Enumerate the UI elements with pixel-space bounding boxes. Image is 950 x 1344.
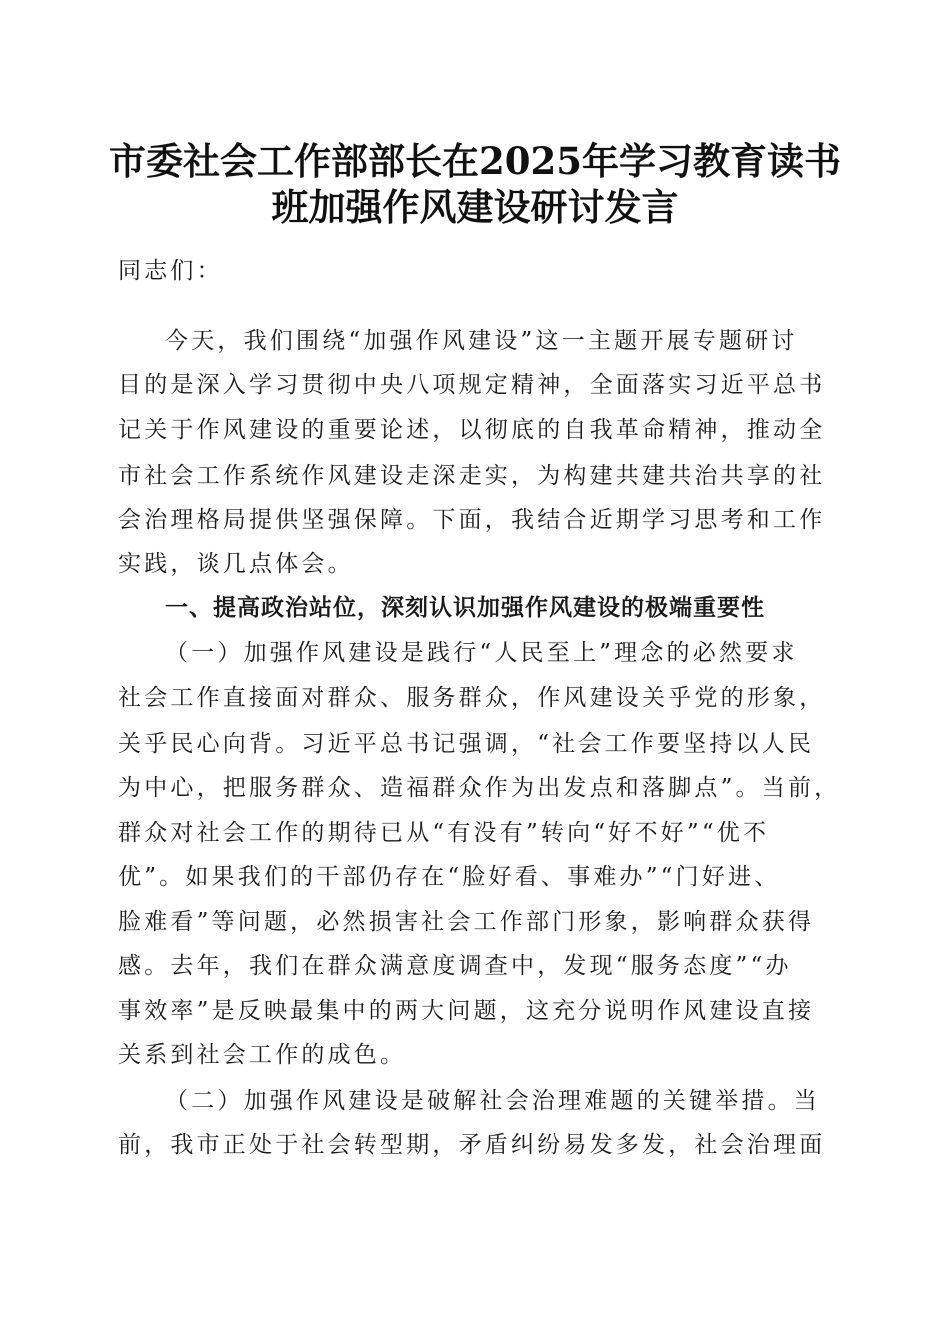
para1-line-9: 事效率”是反映最集中的两大问题，这充分说明作风建设直接 — [118, 998, 815, 1024]
intro-line-1: 今天，我们围绕“加强作风建设”这一主题开展专题研讨 — [165, 328, 798, 354]
para1-line-6: 优”。如果我们的干部仍存在“脸好看、事难办”“门好进、 — [118, 864, 781, 890]
para1-line-5: 群众对社会工作的期待已从“有没有”转向“好不好”“优不 — [118, 820, 770, 846]
para1-line-4: 为中心，把服务群众、造福群众作为出发点和落脚点”。当前， — [118, 775, 841, 801]
para2-line-1: （二）加强作风建设是破解社会治理难题的关键举措。当 — [165, 1088, 820, 1114]
para1-line-1: （一）加强作风建设是践行“人民至上”理念的必然要求 — [165, 640, 798, 666]
para1-line-7: 脸难看”等问题，必然损害社会工作部门形象，影响群众获得 — [118, 909, 815, 935]
para1-line-2: 社会工作直接面对群众、服务群众，作风建设关乎党的形象， — [118, 685, 826, 711]
intro-line-3: 记关于作风建设的重要论述，以彻底的自我革命精神，推动全 — [118, 417, 826, 443]
document-title-line-2: 班加强作风建设研讨发言 — [271, 185, 679, 229]
para1-line-10: 关系到社会工作的成色。 — [118, 1042, 407, 1068]
intro-line-6: 实践，谈几点体会。 — [118, 551, 354, 577]
section-1-heading: 一、提高政治站位，深刻认识加强作风建设的极端重要性 — [165, 595, 765, 621]
salutation: 同志们： — [118, 258, 223, 284]
intro-line-2: 目的是深入学习贯彻中央八项规定精神，全面落实习近平总书 — [118, 372, 826, 398]
intro-line-4: 市社会工作系统作风建设走深走实，为构建共建共治共享的社 — [118, 463, 826, 489]
document-title-line-1: 市委社会工作部部长在2025年学习教育读书 — [109, 139, 841, 183]
para2-line-2: 前，我市正处于社会转型期，矛盾纠纷易发多发，社会治理面 — [118, 1132, 826, 1158]
intro-line-5: 会治理格局提供坚强保障。下面，我结合近期学习思考和工作 — [118, 507, 826, 533]
para1-line-3: 关乎民心向背。习近平总书记强调，“社会工作要坚持以人民 — [118, 731, 815, 757]
para1-line-8: 感。去年，我们在群众满意度调查中，发现“服务态度”“办 — [118, 953, 792, 979]
